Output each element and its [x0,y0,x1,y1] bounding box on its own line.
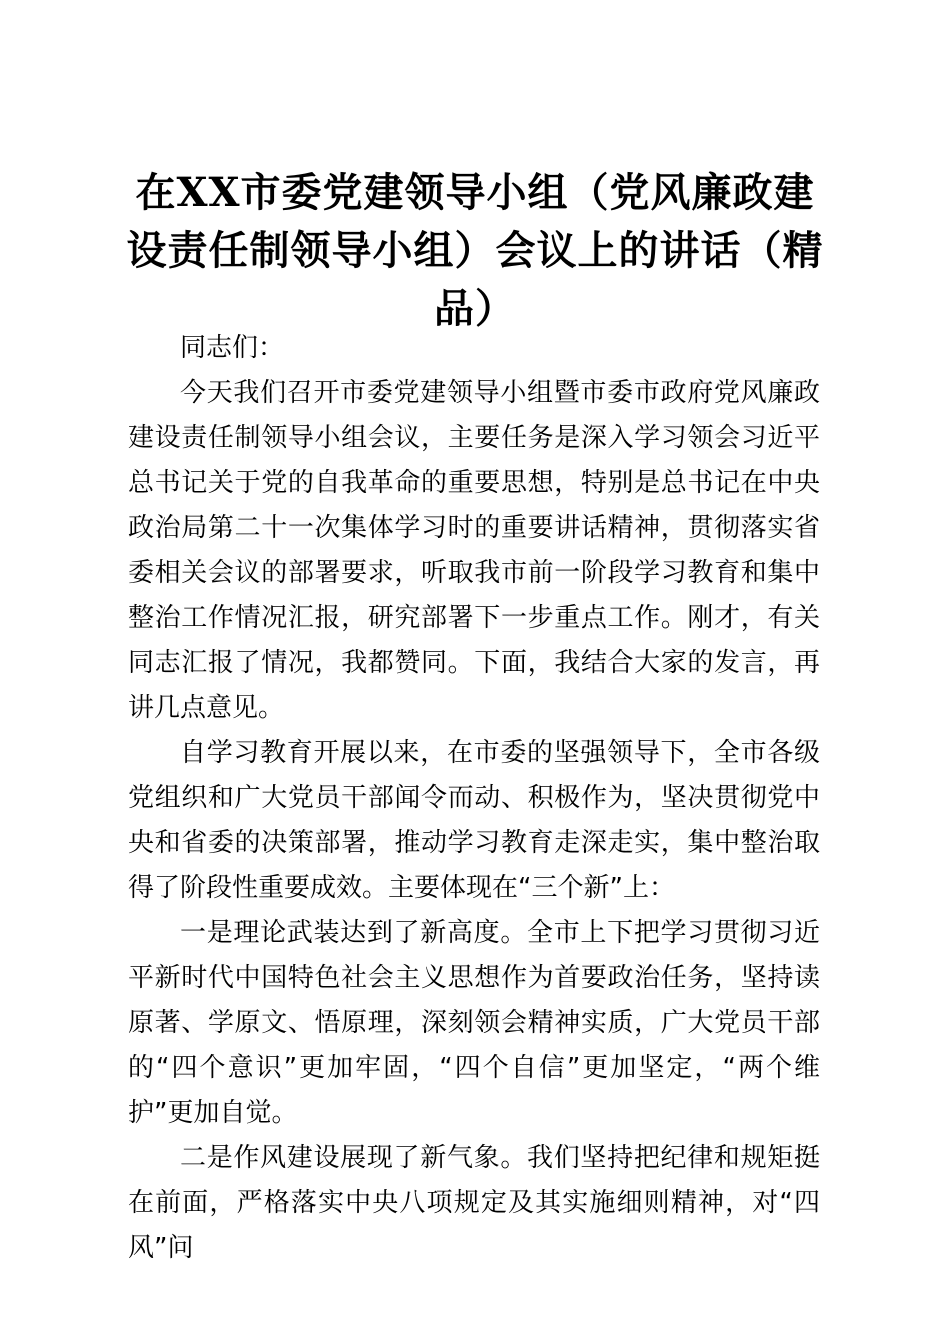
point-two-paragraph: 二是作风建设展现了新气象。我们坚持把纪律和规矩挺在前面，严格落实中央八项规定及其实施细则精神，对“四风”问 [128,1143,820,1263]
document-title: 在XX市委党建领导小组（党风廉政建设责任制领导小组）会议上的讲话（精品） [126,169,824,332]
document-body [128,326,820,1271]
salutation-paragraph: 同志们： [180,333,285,363]
point-one-paragraph: 一是理论武装达到了新高度。全市上下把学习贯彻习近平新时代中国特色社会主义思想作为首要政治任务，坚持读原著、学原文、悟原理，深刻领会精神实质，广大党员干部的“四个意识”更加牢固，“四个自信”更加坚定，“两个维护”更加自觉。 [128,918,820,1128]
summary-paragraph: 自学习教育开展以来，在市委的坚强领导下，全市各级党组织和广大党员干部闻令而动、积极作为，坚决贯彻党中央和省委的决策部署，推动学习教育走深走实，集中整治取得了阶段性重要成效。主要体现在“三个新”上： [128,738,820,903]
intro-paragraph: 今天我们召开市委党建领导小组暨市委市政府党风廉政建设责任制领导小组会议，主要任务是深入学习领会习近平总书记关于党的自我革命的重要思想，特别是总书记在中央政治局第二十一次集体学习时的重要讲话精神，贯彻落实省委相关会议的部署要求，听取我市前一阶段学习教育和集中整治工作情况汇报，研究部署下一步重点工作。刚才，有关同志汇报了情况，我都赞同。下面，我结合大家的发言，再讲几点意见。 [128,378,820,723]
